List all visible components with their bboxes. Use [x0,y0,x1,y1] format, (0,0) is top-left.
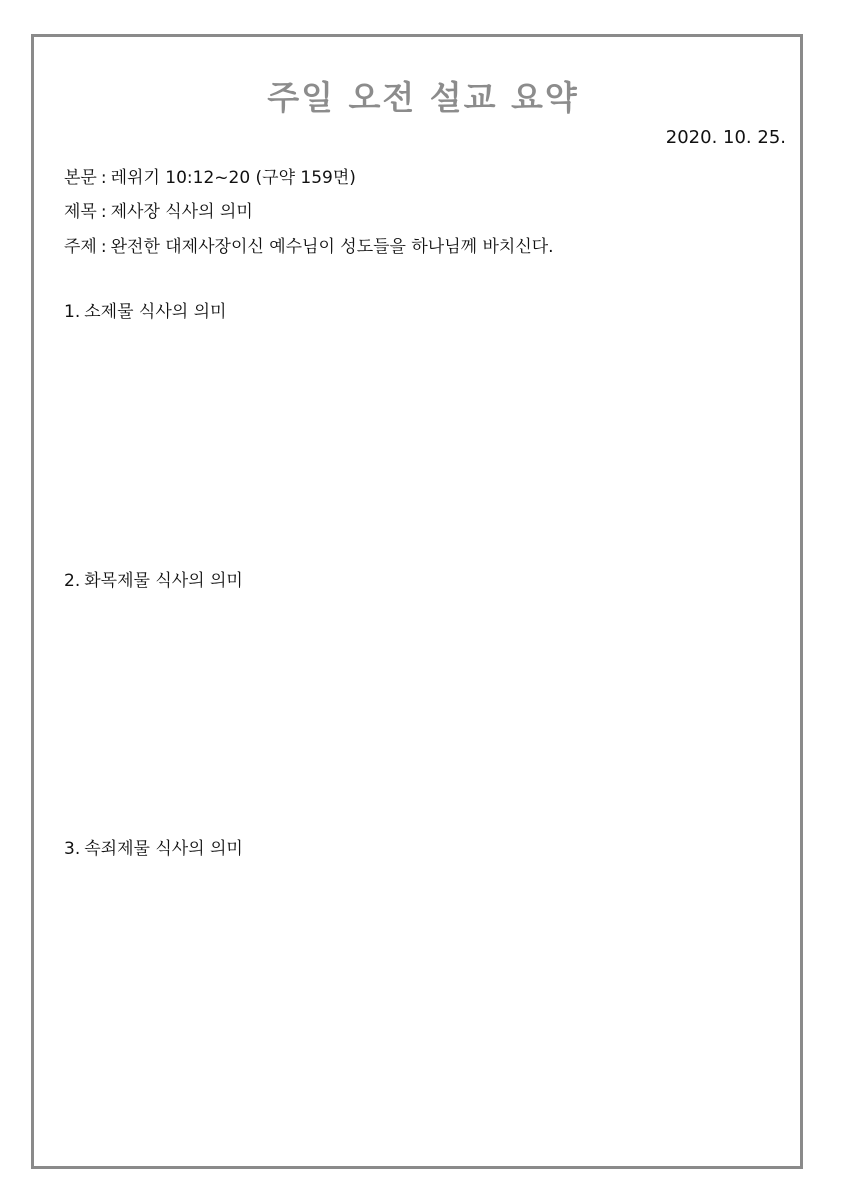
topic-line [64,197,253,222]
section-heading-3 [64,834,243,859]
passage-label: 본문 [64,168,97,188]
section-title: 속죄제물 식사의 의미 [84,839,243,859]
topic-value: 제사장 식사의 의미 [110,202,253,222]
section-heading-2 [64,566,243,591]
passage-value: 레위기 10:12~20 (구약 159면) [110,168,356,188]
section-number: 3. [64,839,81,859]
theme-label: 주제 [64,237,97,257]
theme-separator: : [100,237,107,257]
topic-label: 제목 [64,202,97,222]
document-date: 2020. 10. 25. [665,127,786,148]
theme-value: 완전한 대제사장이신 예수님이 성도들을 하나님께 바치신다. [110,237,554,257]
section-heading-1 [64,297,226,322]
theme-line [64,232,554,257]
section-title: 소제물 식사의 의미 [84,302,227,322]
section-number: 1. [64,302,81,322]
section-title: 화목제물 식사의 의미 [84,571,243,591]
topic-separator: : [100,202,107,222]
passage-line [64,163,356,188]
document-title: 주일 오전 설교 요약 [267,78,579,117]
passage-separator: : [100,168,107,188]
section-number: 2. [64,571,81,591]
